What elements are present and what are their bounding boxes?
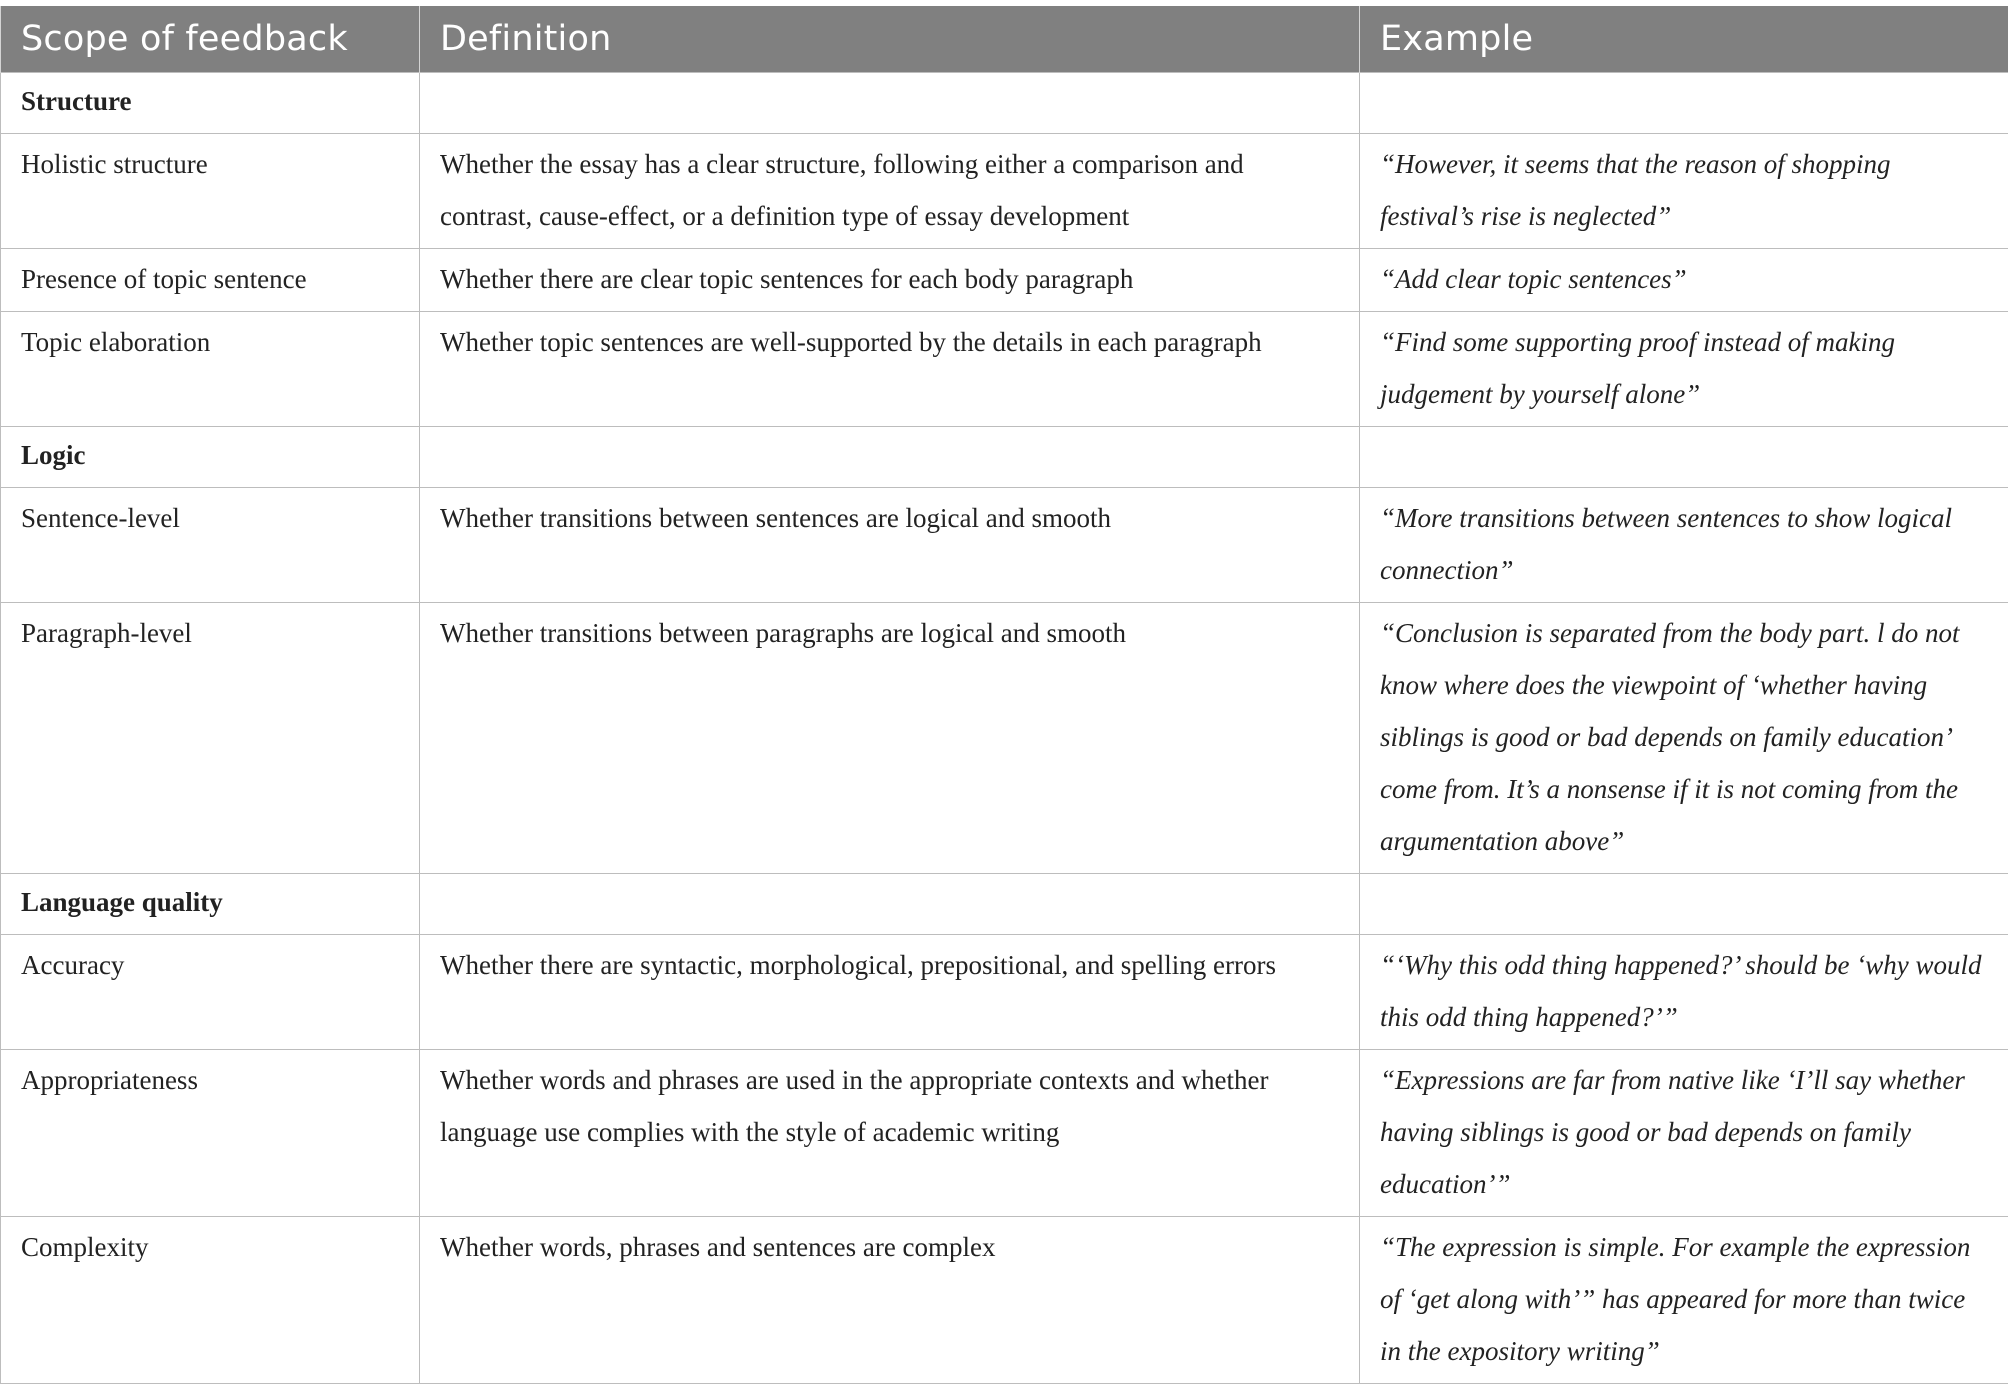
scope-cell: Sentence-level bbox=[1, 487, 420, 602]
scope-cell: Presence of topic sentence bbox=[1, 248, 420, 311]
example-cell: “‘Why this odd thing happened?’ should be ‘why would this odd thing happened?’” bbox=[1360, 934, 2008, 1049]
empty-cell bbox=[420, 72, 1360, 133]
empty-cell bbox=[420, 426, 1360, 487]
table-row bbox=[1, 1049, 2008, 1216]
scope-cell: Paragraph-level bbox=[1, 602, 420, 873]
scope-cell: Accuracy bbox=[1, 934, 420, 1049]
table-header bbox=[1, 6, 2008, 72]
example-cell: “The expression is simple. For example the expression of ‘get along with’” has appeared for more than twice in the expository writing” bbox=[1360, 1216, 2008, 1383]
empty-cell bbox=[1360, 873, 2008, 934]
table-row bbox=[1, 133, 2008, 248]
empty-cell bbox=[1360, 426, 2008, 487]
header-definition: Definition bbox=[420, 6, 1360, 72]
section-title: Language quality bbox=[1, 873, 420, 934]
scope-cell: Holistic structure bbox=[1, 133, 420, 248]
empty-cell bbox=[1360, 72, 2008, 133]
definition-cell: Whether words and phrases are used in the appropriate contexts and whether language use complies with the style of academic writing bbox=[420, 1049, 1360, 1216]
definition-cell: Whether transitions between paragraphs are logical and smooth bbox=[420, 602, 1360, 873]
section-title: Logic bbox=[1, 426, 420, 487]
scope-cell: Appropriateness bbox=[1, 1049, 420, 1216]
example-cell: “Add clear topic sentences” bbox=[1360, 248, 2008, 311]
header-example: Example bbox=[1360, 6, 2008, 72]
definition-cell: Whether the essay has a clear structure, following either a comparison and contrast, cause-effect, or a definition type of essay development bbox=[420, 133, 1360, 248]
definition-cell: Whether topic sentences are well-supported by the details in each paragraph bbox=[420, 311, 1360, 426]
section-title: Structure bbox=[1, 72, 420, 133]
empty-cell bbox=[420, 873, 1360, 934]
section-row-logic bbox=[1, 426, 2008, 487]
header-scope: Scope of feedback bbox=[1, 6, 420, 72]
section-row-structure bbox=[1, 72, 2008, 133]
header-row bbox=[1, 6, 2008, 72]
definition-cell: Whether words, phrases and sentences are complex bbox=[420, 1216, 1360, 1383]
table-row bbox=[1, 248, 2008, 311]
example-cell: “Conclusion is separated from the body part. l do not know where does the viewpoint of ‘whether having siblings is good or bad depends on family education’ come from. It’s a nonsense if it is not coming from the argumentation above” bbox=[1360, 602, 2008, 873]
table-row bbox=[1, 311, 2008, 426]
example-cell: “However, it seems that the reason of shopping festival’s rise is neglected” bbox=[1360, 133, 2008, 248]
table-row bbox=[1, 602, 2008, 873]
table-row bbox=[1, 934, 2008, 1049]
table-row bbox=[1, 1216, 2008, 1383]
feedback-table bbox=[0, 6, 2008, 1384]
definition-cell: Whether there are syntactic, morphological, prepositional, and spelling errors bbox=[420, 934, 1360, 1049]
table-body bbox=[1, 72, 2008, 1383]
scope-cell: Topic elaboration bbox=[1, 311, 420, 426]
section-row-language-quality bbox=[1, 873, 2008, 934]
example-cell: “Expressions are far from native like ‘I’ll say whether having siblings is good or bad depends on family education’” bbox=[1360, 1049, 2008, 1216]
definition-cell: Whether transitions between sentences are logical and smooth bbox=[420, 487, 1360, 602]
scope-cell: Complexity bbox=[1, 1216, 420, 1383]
definition-cell: Whether there are clear topic sentences for each body paragraph bbox=[420, 248, 1360, 311]
table-row bbox=[1, 487, 2008, 602]
example-cell: “Find some supporting proof instead of making judgement by yourself alone” bbox=[1360, 311, 2008, 426]
example-cell: “More transitions between sentences to show logical connection” bbox=[1360, 487, 2008, 602]
